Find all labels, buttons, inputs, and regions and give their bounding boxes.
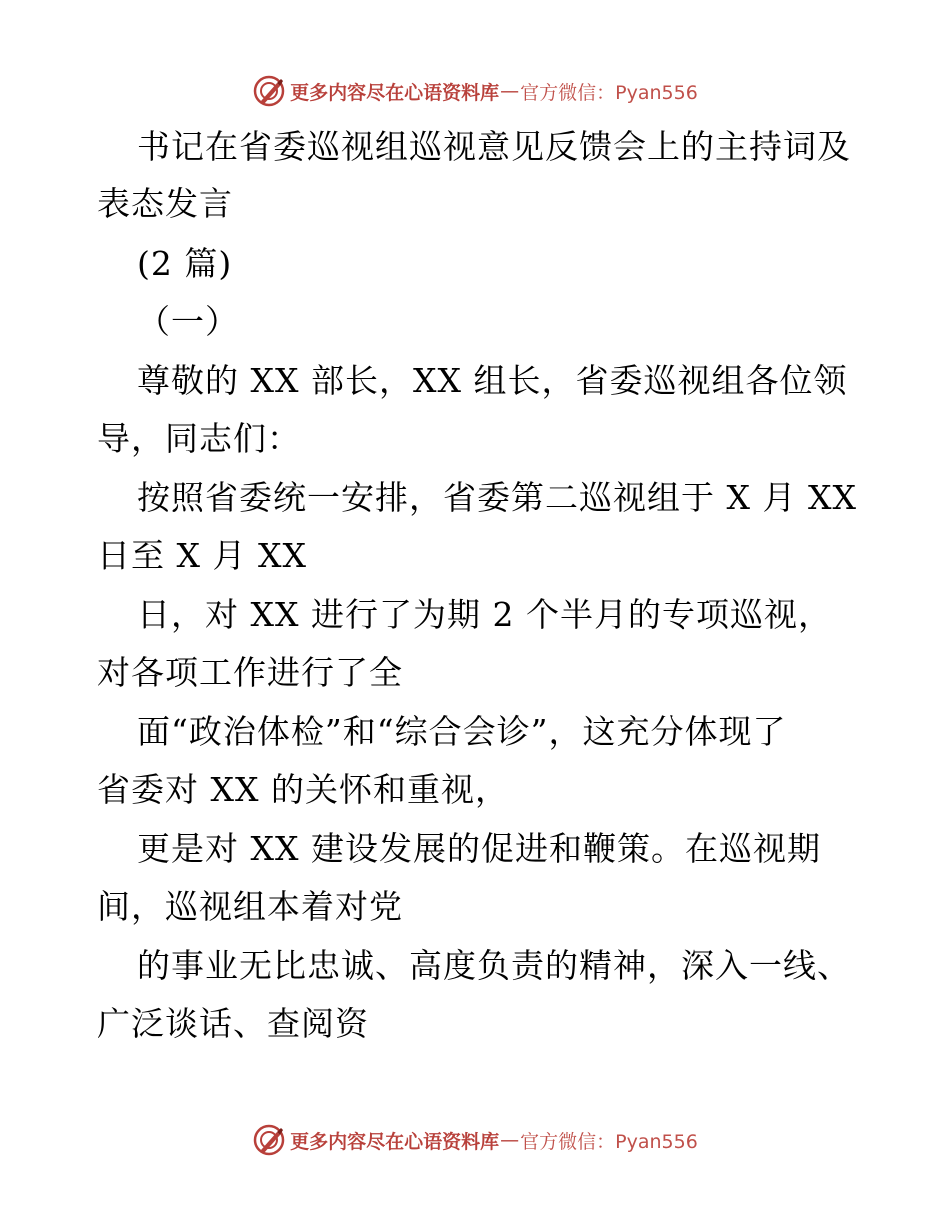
doc-line: 书记在省委巡视组巡视意见反馈会上的主持词及 <box>137 127 851 166</box>
doc-line: 广泛谈话、查阅资 <box>97 1004 369 1043</box>
watermark-brand: 更多内容尽在心语资料库 <box>290 1130 500 1153</box>
watermark-dash: — <box>500 1129 520 1151</box>
watermark-header <box>0 71 950 111</box>
doc-line: 导，同志们： <box>97 419 301 458</box>
pen-logo-icon <box>252 1123 286 1157</box>
watermark-wechat: 官方微信：Pyan556 <box>520 81 698 104</box>
doc-line: 间，巡视组本着对党 <box>97 887 403 926</box>
watermark-brand: 更多内容尽在心语资料库 <box>290 81 500 104</box>
doc-line: 面“政治体检”和“综合会诊”，这充分体现了 <box>137 712 787 751</box>
doc-line: (2 篇) <box>137 244 233 283</box>
doc-line: 按照省委统一安排，省委第二巡视组于 X 月 XX <box>137 478 857 517</box>
doc-line: 的事业无比忠诚、高度负责的精神，深入一线、 <box>137 946 851 985</box>
watermark-dash: — <box>500 80 520 102</box>
pen-logo-icon <box>252 74 286 108</box>
doc-line: 日，对 XX 进行了为期 2 个半月的专项巡视， <box>137 595 832 634</box>
doc-line: 省委对 XX 的关怀和重视， <box>97 770 509 809</box>
doc-line: 对各项工作进行了全 <box>97 653 403 692</box>
doc-line: 更是对 XX 建设发展的促进和鞭策。在巡视期 <box>137 829 821 868</box>
doc-line: （一） <box>137 302 239 341</box>
doc-line: 尊敬的 XX 部长，XX 组长，省委巡视组各位领 <box>137 361 848 400</box>
watermark-wechat: 官方微信：Pyan556 <box>520 1130 698 1153</box>
doc-line: 日至 X 月 XX <box>97 536 307 575</box>
watermark-footer <box>0 1120 950 1160</box>
doc-line: 表态发言 <box>97 184 233 223</box>
